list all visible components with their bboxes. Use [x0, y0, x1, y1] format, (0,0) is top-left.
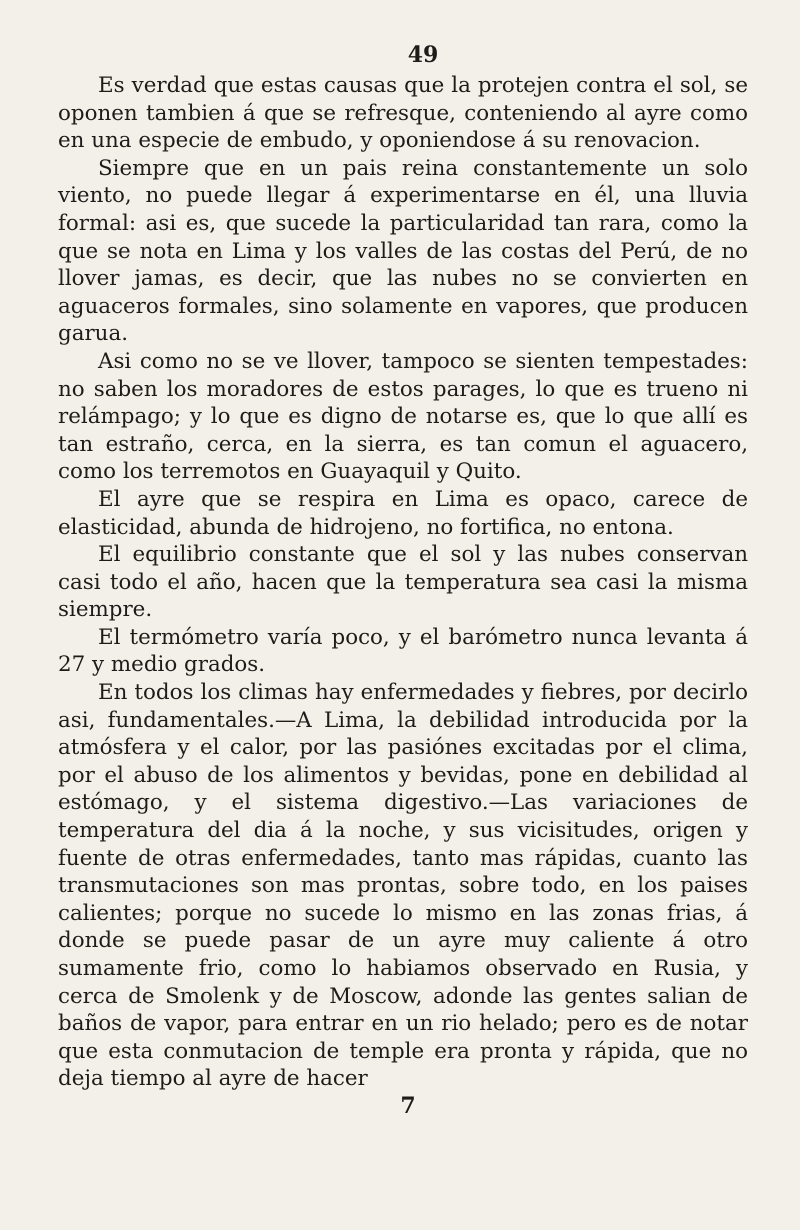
page-text: [58, 72, 748, 1093]
paragraph: Asi como no se ve llover, tampoco se sienten tempestades: no saben los moradores de estos parages, lo que es trueno ni relámpago; y lo que es digno de notarse es, que lo que allí es tan estraño, cerca, en la sierra, es tan comun el aguacero, como los terremotos en Guayaquil y Quito.: [58, 348, 748, 485]
paragraph: En todos los climas hay enfermedades y fiebres, por decirlo asi, fundamentales.—A Lima, la debilidad introducida por la atmósfera y el calor, por las pasiónes excitadas por el clima, por el abuso de los alimentos y bevidas, pone en debilidad al estómago, y el sistema digestivo.—Las variaciones de temperatura del dia á la noche, y sus vicisitudes, origen y fuente de otras enfermedades, tanto mas rápidas, cuanto las transmutaciones son mas prontas, sobre todo, en los paises calientes; porque no sucede lo mismo en las zonas frias, á donde se puede pasar de un ayre muy caliente á otro sumamente frio, como lo habiamos observado en Rusia, y cerca de Smolenk y de Moscow, adonde las gentes salian de baños de vapor, para entrar en un rio helado; pero es de notar que esta conmutacion de temple era pronta y rápida, que no deja tiempo al ayre de hacer: [58, 680, 748, 1092]
signature-mark: 7: [400, 1092, 416, 1119]
paragraph: Siempre que en un pais reina constantemente un solo viento, no puede llegar á experimentarse en él, una lluvia formal: asi es, que sucede la particularidad tan rara, como la que se nota en Lima y los valles de las costas del Perú, de no llover jamas, es decir, que las nubes no se convierten en aguaceros formales, sino solamente en vapores, que producen garua.: [58, 155, 748, 347]
paragraph: El equilibrio constante que el sol y las nubes conservan casi todo el año, hacen que la temperatura sea casi la misma siempre.: [58, 542, 748, 623]
paragraph: Es verdad que estas causas que la protejen contra el sol, se oponen tambien á que se refresque, conteniendo al ayre como en una especie de embudo, y oponiendose á su renovacion.: [58, 73, 748, 154]
paragraph: El ayre que se respira en Lima es opaco, carece de elasticidad, abunda de hidrojeno, no fortifica, no entona.: [58, 486, 748, 540]
paragraph: El termómetro varía poco, y el barómetro nunca levanta á 27 y medio grados.: [58, 624, 748, 678]
page-number: 49: [407, 42, 439, 68]
